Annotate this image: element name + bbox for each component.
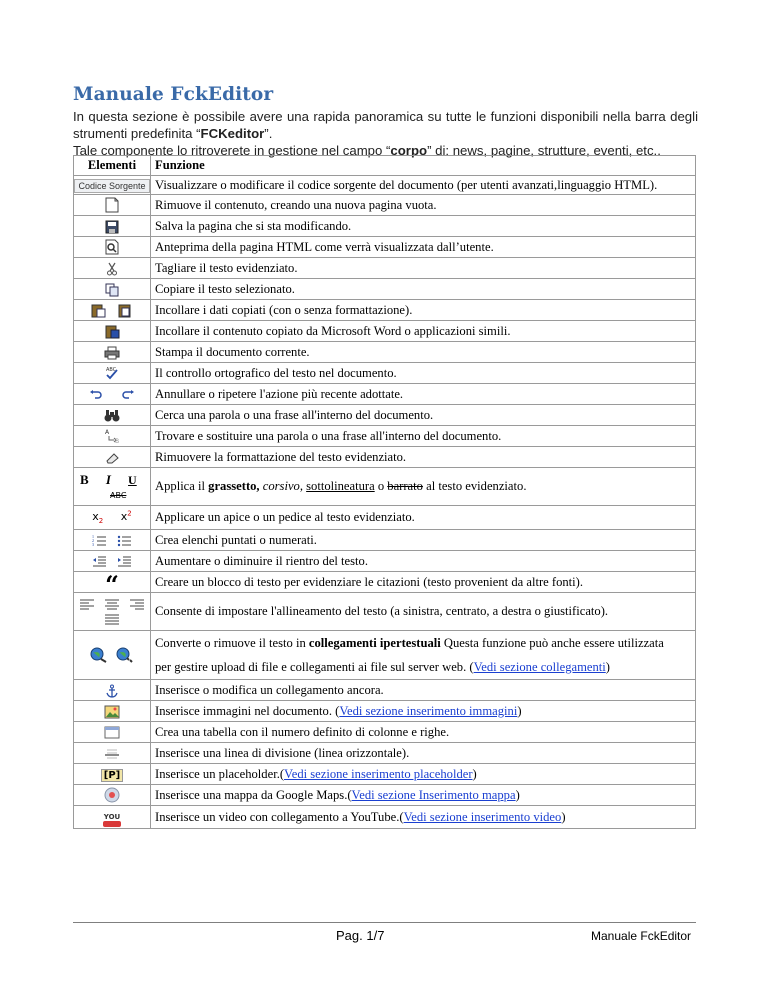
row-text: Trovare e sostituire una parola o una frase all'interno del documento.: [151, 426, 696, 447]
paste-from-word-icon: [74, 321, 151, 342]
sub-sup-icons: [74, 506, 151, 530]
link-placeholder-section[interactable]: Vedi sezione inserimento placeholder: [284, 766, 473, 781]
table-row: [74, 785, 696, 806]
text: ): [561, 809, 566, 824]
link-images-section[interactable]: Vedi sezione inserimento immagini: [339, 703, 518, 718]
table-row: [74, 680, 696, 701]
row-text: Visualizzare o modificare il codice sorgente del documento (per utenti avanzati,linguaggio HTML).: [151, 176, 696, 195]
footer-title: Manuale FckEditor: [591, 929, 692, 943]
footer-divider: [73, 922, 696, 923]
text: al testo evidenziato.: [422, 479, 527, 493]
image-icon: [74, 701, 151, 722]
remove-format-icon: [74, 447, 151, 468]
table-row: [74, 631, 696, 680]
svg-text:B: B: [115, 438, 120, 445]
superscript-icon: $x^2$: [120, 509, 132, 524]
align-center-icon: [105, 599, 119, 610]
youtube-tube: [103, 821, 121, 827]
table-row: [74, 468, 696, 506]
functions-table: [73, 155, 696, 829]
text: Inserisce un video con collegamento a YouTube.(: [155, 809, 404, 824]
svg-text:2: 2: [92, 538, 95, 544]
table-row: [74, 743, 696, 764]
spellcheck-icon: [74, 363, 151, 384]
youtube-text: YOU: [103, 812, 121, 821]
source-code-button-label: Codice Sorgente: [74, 179, 149, 193]
placeholder-icon: [74, 764, 151, 785]
hyperlinks-bold: collegamenti ipertestuali: [308, 636, 441, 650]
table-row: [74, 551, 696, 572]
bullet-list-icon: [117, 534, 132, 547]
link-links-section[interactable]: Vedi sezione collegamenti: [473, 660, 606, 674]
table-row: [74, 530, 696, 551]
find-icon: [74, 405, 151, 426]
table-row: [74, 572, 696, 593]
intro-line-1: In questa sezione è possibile avere una rapida panoramica su tutte le funzioni disponibili nella barra degli: [73, 109, 698, 124]
intro-line-2: [73, 125, 698, 142]
row-text: Inserisce una linea di divisione (linea orizzontale).: [151, 743, 696, 764]
bold-word: grassetto,: [208, 479, 260, 493]
svg-text:1: 1: [92, 534, 95, 540]
strike-word: barrato: [387, 479, 423, 493]
table-row: [74, 258, 696, 279]
outdent-icon: [92, 555, 107, 568]
row-text: Copiare il testo selezionato.: [151, 279, 696, 300]
intro-text: Tale componente lo ritroverete in gestione nel campo “: [73, 143, 391, 158]
table-row: [74, 426, 696, 447]
row-text: Crea una tabella con il numero definito di colonne e righe.: [151, 722, 696, 743]
indent-icon: [117, 555, 132, 568]
intro-corpo: corpo: [390, 143, 428, 158]
preview-icon: [74, 237, 151, 258]
intro-fckeditor: FCKeditor: [200, 126, 265, 141]
paste-text-icon: [118, 303, 133, 318]
new-page-icon: [74, 195, 151, 216]
row-text: Applicare un apice o un pedice al testo evidenziato.: [151, 506, 696, 530]
table-row: [74, 216, 696, 237]
italic-icon: I: [105, 471, 111, 487]
horizontal-rule-icon: [74, 743, 151, 764]
row-text: Il controllo ortografico del testo nel documento.: [151, 363, 696, 384]
row-text: Anteprima della pagina HTML come verrà visualizzata dall’utente.: [151, 237, 696, 258]
table-row: [74, 593, 696, 631]
row-text: Creare un blocco di testo per evidenziare le citazioni (testo provenient da altre fonti).: [151, 572, 696, 593]
svg-text:ABC: ABC: [106, 367, 117, 374]
row-text: Tagliare il testo evidenziato.: [151, 258, 696, 279]
row-text: [151, 764, 696, 785]
text: Inserisce un placeholder.(: [155, 766, 285, 781]
row-text: Rimuove il contenuto, creando una nuova pagina vuota.: [151, 195, 696, 216]
table-row: [74, 195, 696, 216]
text-style-icons: [74, 468, 151, 506]
paste-icon: [91, 303, 106, 318]
intro-text: strumenti predefinita “: [73, 126, 201, 141]
table-row: [74, 342, 696, 363]
svg-text:A: A: [105, 429, 110, 437]
text: Applica il: [155, 479, 209, 493]
cut-icon: [74, 258, 151, 279]
youtube-icon: [74, 806, 151, 829]
header-elements: Elementi: [74, 156, 151, 176]
underline-icon: U: [128, 472, 137, 487]
google-maps-icon: [74, 785, 151, 806]
undo-redo-icons: [74, 384, 151, 405]
row-text: Aumentare o diminuire il rientro del testo.: [151, 551, 696, 572]
row-text: Annullare o ripetere l'azione più recente adottate.: [151, 384, 696, 405]
row-text: Consente di impostare l'allineamento del testo (a sinistra, centrato, a destra o giustificato).: [151, 593, 696, 631]
table-row: [74, 701, 696, 722]
paste-icons: [74, 300, 151, 321]
intro-text: ” di: news, pagine, strutture, eventi, etc..: [427, 143, 661, 158]
row-text: [151, 785, 696, 806]
text: ): [517, 703, 522, 718]
youtube-badge: [103, 814, 121, 827]
row-text: Incollare i dati copiati (con o senza formattazione).: [151, 300, 696, 321]
header-function: Funzione: [151, 156, 696, 176]
copy-icon: [74, 279, 151, 300]
print-icon: [74, 342, 151, 363]
anchor-icon: [74, 680, 151, 701]
subscript-icon: $x_2$: [92, 510, 104, 526]
text: ): [605, 660, 610, 674]
table-row: [74, 806, 696, 829]
underline-word: sottolineatura: [306, 479, 375, 493]
table-row: [74, 237, 696, 258]
row-text: Salva la pagina che si sta modificando.: [151, 216, 696, 237]
link-icon: [90, 647, 108, 663]
align-right-icon: [130, 599, 144, 610]
text: ): [515, 787, 520, 802]
table-row: [74, 176, 696, 195]
quote-glyph: “: [105, 569, 119, 599]
table-row: [74, 506, 696, 530]
row-text: [151, 468, 696, 506]
row-text: [151, 631, 696, 680]
table-row: [74, 384, 696, 405]
row-text: Cerca una parola o una frase all'interno del documento.: [151, 405, 696, 426]
text: ): [472, 766, 477, 781]
save-icon: [74, 216, 151, 237]
svg-text:3: 3: [92, 542, 95, 548]
strikethrough-icon: ABC: [110, 490, 127, 500]
table-header: [74, 156, 696, 176]
unlink-icon: [116, 647, 134, 663]
placeholder-glyph: [P]: [101, 769, 123, 782]
bold-icon: B: [80, 471, 89, 487]
link-icons: [74, 631, 151, 680]
text: o: [374, 479, 388, 493]
text: Inserisce immagini nel documento. (: [155, 703, 340, 718]
document-title: Manuale FckEditor: [73, 84, 274, 105]
italic-word: corsivo,: [262, 479, 303, 493]
link-video-section[interactable]: Vedi sezione inserimento video: [403, 809, 562, 824]
table-row: [74, 764, 696, 785]
blockquote-icon: [74, 569, 151, 599]
row-text: Inserisce o modifica un collegamento ancora.: [151, 680, 696, 701]
align-left-icon: [80, 599, 94, 610]
text: Converte o rimuove il testo in: [155, 636, 309, 650]
table-row: [74, 722, 696, 743]
indent-icons: [74, 551, 151, 572]
row-text: [151, 806, 696, 829]
align-justify-icon: [105, 614, 119, 625]
redo-icon: [121, 389, 135, 401]
text: Questa funzione può anche essere utilizzata: [440, 636, 664, 650]
row-text: Incollare il contenuto copiato da Microsoft Word o applicazioni simili.: [151, 321, 696, 342]
table-icon: [74, 722, 151, 743]
table-row: [74, 279, 696, 300]
undo-icon: [89, 389, 103, 401]
replace-icon: [74, 426, 151, 447]
intro-text: ”.: [264, 126, 273, 141]
row-text: Rimuovere la formattazione del testo evidenziato.: [151, 447, 696, 468]
link-map-section[interactable]: Vedi sezione Inserimento mappa: [351, 787, 516, 802]
text: Inserisce una mappa da Google Maps.(: [155, 787, 352, 802]
page-number: Pag. 1/7: [336, 928, 385, 943]
row-text: Crea elenchi puntati o numerati.: [151, 530, 696, 551]
numbered-list-icon: [92, 534, 107, 547]
table-row: [74, 300, 696, 321]
table-row: [74, 447, 696, 468]
table-row: [74, 321, 696, 342]
row-text: [151, 701, 696, 722]
list-icons: [74, 530, 151, 551]
source-code-icon: [74, 176, 151, 195]
table-row: [74, 363, 696, 384]
row-text: Stampa il documento corrente.: [151, 342, 696, 363]
text: per gestire upload di file e collegamenti ai file sul server web. (: [155, 660, 474, 674]
table-row: [74, 405, 696, 426]
intro-paragraph: [73, 108, 698, 159]
